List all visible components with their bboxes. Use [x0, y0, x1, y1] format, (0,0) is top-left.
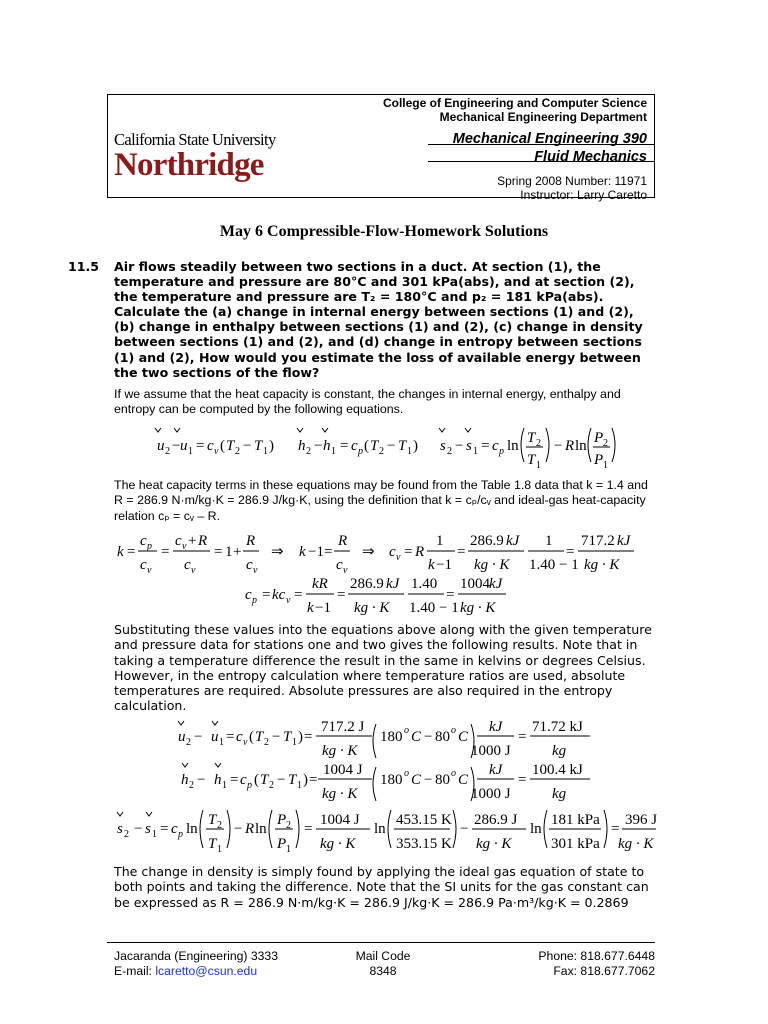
- svg-text:s: s: [466, 438, 472, 454]
- enthalpy-result: [181, 762, 590, 802]
- svg-text:=: =: [304, 821, 313, 837]
- problem-line: between sections (1) and (2), and (d) change in entropy between sections: [114, 334, 642, 350]
- svg-text:−: −: [234, 821, 243, 837]
- svg-text:p: p: [358, 446, 363, 457]
- svg-text:v: v: [191, 565, 196, 576]
- svg-text:=: =: [294, 587, 303, 603]
- svg-text:R: R: [565, 438, 575, 454]
- problem-line: (b) change in enthalpy between sections (1) and (2), (c) change in density: [114, 319, 643, 335]
- eq-k-minus-one: 1.40 − 1: [529, 557, 579, 573]
- footer-contact: [538, 949, 655, 978]
- mail-code-label: Mail Code: [355, 949, 411, 963]
- problem-line: Calculate the (a) change in internal energy between sections (1) and (2),: [114, 304, 634, 320]
- svg-text:v: v: [214, 446, 219, 457]
- svg-text:1: 1: [188, 446, 193, 457]
- eq-ds-result: 396 J: [625, 812, 658, 828]
- svg-text:−1: −1: [315, 600, 331, 616]
- svg-text:s: s: [117, 821, 123, 837]
- eq-unit: kJ: [617, 533, 631, 549]
- svg-text:1: 1: [536, 460, 541, 471]
- svg-text:2: 2: [189, 780, 194, 791]
- eq-k-minus-one: 1.40 − 1: [409, 600, 459, 616]
- text-line: relation cₚ = cᵥ – R.: [114, 508, 221, 523]
- text-line: If we assume that the heat capacity is constant, the changes in internal energy, enthalpy and: [114, 387, 621, 401]
- svg-text:2: 2: [186, 737, 191, 748]
- svg-text:C: C: [458, 772, 469, 788]
- svg-text:−: −: [424, 729, 433, 745]
- eq-unit: kJ: [489, 762, 503, 778]
- svg-text:o: o: [451, 768, 456, 779]
- course-info: [383, 95, 647, 202]
- svg-text:o: o: [404, 768, 409, 779]
- svg-text:c: c: [351, 438, 358, 454]
- footer-divider: [107, 942, 655, 943]
- paragraph-heat-capacity: [114, 478, 648, 524]
- svg-text:−: −: [424, 772, 433, 788]
- svg-text:C: C: [458, 729, 469, 745]
- svg-text:(: (: [364, 438, 369, 454]
- eq-1000J: 1000 J: [471, 786, 511, 802]
- svg-text:2: 2: [286, 820, 291, 831]
- problem-statement: [114, 259, 643, 380]
- svg-text:(: (: [254, 772, 259, 788]
- svg-text:⇒: ⇒: [271, 544, 284, 560]
- svg-text:v: v: [243, 737, 248, 748]
- svg-text:u: u: [180, 438, 188, 454]
- paragraph-density: [114, 864, 649, 910]
- college-name: College of Engineering and Computer Science: [382, 96, 647, 110]
- svg-text:1: 1: [407, 446, 412, 457]
- svg-text:c: c: [175, 533, 182, 549]
- cp-equation: [245, 576, 506, 616]
- text-line: calculation.: [114, 698, 187, 714]
- svg-text:2: 2: [264, 737, 269, 748]
- svg-text:p: p: [252, 595, 257, 606]
- svg-text:v: v: [253, 565, 258, 576]
- svg-text:o: o: [404, 725, 409, 736]
- svg-text:c: c: [389, 544, 396, 560]
- office-address: Jacaranda (Engineering) 3333: [114, 949, 278, 963]
- eq-unit: kg · K: [474, 557, 510, 573]
- svg-text:): ): [269, 438, 274, 454]
- svg-text:R: R: [415, 544, 425, 560]
- svg-text:1: 1: [297, 780, 302, 791]
- svg-text:1: 1: [286, 844, 291, 855]
- term-number: Spring 2008 Number: 11971: [497, 174, 647, 188]
- problem-line: the temperature and pressure are T₂ = 180°C and p₂ = 181 kPa(abs).: [114, 289, 604, 305]
- svg-text:ln: ln: [507, 438, 519, 454]
- svg-text:R: R: [245, 821, 255, 837]
- eq-T1-C: 80: [435, 729, 450, 745]
- university-logo: [114, 131, 278, 181]
- svg-text:−: −: [455, 438, 464, 454]
- mail-code: 8348: [369, 963, 397, 978]
- svg-text:−1=: −1=: [308, 544, 333, 560]
- svg-text:1: 1: [292, 737, 297, 748]
- svg-text:ln: ln: [374, 821, 386, 837]
- problem-number: 11.5: [68, 259, 100, 274]
- svg-text:=: =: [161, 544, 170, 560]
- svg-text:1: 1: [545, 533, 553, 549]
- eq-unit: kg · K: [584, 557, 620, 573]
- svg-text:=: =: [337, 587, 346, 603]
- eq-unit: kg: [552, 743, 567, 759]
- svg-text:=: =: [611, 821, 620, 837]
- eq-dh-result: 100.4 kJ: [532, 762, 583, 778]
- svg-text:+: +: [188, 533, 197, 549]
- svg-text:1: 1: [222, 780, 227, 791]
- svg-text:−: −: [387, 438, 396, 454]
- problem-line: temperature and pressure are 80°C and 301 kPa(abs), and at section (2),: [114, 274, 635, 290]
- eq-unit: kg · K: [618, 836, 654, 852]
- svg-text:−: −: [554, 438, 563, 454]
- svg-text:=: =: [230, 772, 239, 788]
- svg-text:u: u: [211, 729, 219, 745]
- svg-text:ln: ln: [255, 821, 267, 837]
- svg-text:c: c: [184, 557, 191, 573]
- paragraph-substitution: [114, 622, 652, 714]
- text-line: Substituting these values into the equations above along with the given temperature: [114, 622, 652, 637]
- svg-text:T: T: [208, 836, 217, 852]
- svg-text:h: h: [298, 438, 306, 454]
- svg-text:c: c: [171, 821, 178, 837]
- svg-text:ln: ln: [575, 438, 587, 454]
- page-title: May 6 Compressible-Flow-Homework Solutions: [219, 223, 549, 240]
- svg-text:(: (: [220, 438, 225, 454]
- text-line: R = 286.9 N·m/kg·K = 286.9 J/kg·K, using the definition that k = cₚ/cᵥ and ideal-gas heat-capacity: [114, 493, 646, 508]
- eq-k-value: 1.40: [411, 576, 438, 592]
- eq-du-result: 71.72 kJ: [532, 719, 583, 735]
- svg-text:ln: ln: [186, 821, 198, 837]
- svg-text:−: −: [460, 821, 469, 837]
- svg-text:=: =: [481, 438, 490, 454]
- svg-text:o: o: [451, 725, 456, 736]
- svg-text:T: T: [226, 438, 235, 454]
- instructor: Instructor: Larry Caretto: [520, 188, 647, 202]
- svg-text:P: P: [277, 836, 287, 852]
- basic-equations: [157, 428, 615, 471]
- eq-cp-value: 1004: [460, 576, 490, 592]
- svg-text:−: −: [197, 772, 206, 788]
- svg-text:1: 1: [217, 844, 222, 855]
- svg-text:1: 1: [331, 446, 336, 457]
- eq-T2-K: 453.15 K: [396, 812, 452, 828]
- svg-text:T: T: [255, 729, 264, 745]
- svg-text:k: k: [428, 557, 435, 573]
- footer-mail-code: [320, 949, 446, 978]
- svg-text:2: 2: [165, 446, 170, 457]
- eq-unit: kJ: [386, 576, 400, 592]
- svg-text:T: T: [398, 438, 407, 454]
- svg-text:v: v: [147, 565, 152, 576]
- svg-text:1: 1: [263, 446, 268, 457]
- svg-text:=: =: [518, 729, 527, 745]
- svg-text:1: 1: [225, 544, 233, 560]
- svg-text:u: u: [178, 729, 186, 745]
- eq-T1-C: 80: [435, 772, 450, 788]
- svg-text:T: T: [527, 452, 536, 468]
- svg-text:1: 1: [219, 737, 224, 748]
- course-name: Fluid Mechanics: [534, 149, 647, 165]
- svg-text:−: −: [314, 438, 323, 454]
- svg-text:1: 1: [473, 446, 478, 457]
- letterhead-box: [107, 94, 655, 202]
- svg-text:k: k: [307, 600, 314, 616]
- svg-text:c: c: [245, 587, 252, 603]
- phone-number: Phone: 818.677.6448: [538, 949, 655, 963]
- svg-text:1: 1: [152, 829, 157, 840]
- svg-text:(: (: [249, 729, 254, 745]
- svg-text:1: 1: [603, 460, 608, 471]
- svg-text:2: 2: [536, 438, 541, 449]
- email-link[interactable]: lcaretto@csun.edu: [155, 963, 258, 978]
- eq-unit: kg · K: [320, 836, 356, 852]
- eq-cv-J: 717.2 J: [321, 719, 365, 735]
- eq-R-value: 286.9: [350, 576, 384, 592]
- eq-cv-value: 717.2: [581, 533, 615, 549]
- svg-text:−: −: [243, 438, 252, 454]
- svg-text:=: =: [160, 821, 169, 837]
- svg-text:v: v: [343, 565, 348, 576]
- svg-text:R: R: [246, 533, 256, 549]
- svg-text:−1: −1: [436, 557, 452, 573]
- svg-text:p: p: [499, 446, 504, 457]
- email-label: E-mail:: [114, 963, 156, 978]
- course-number: Mechanical Engineering 390: [452, 131, 647, 147]
- svg-text:T: T: [288, 772, 297, 788]
- svg-text:2: 2: [603, 438, 608, 449]
- svg-text:=: =: [446, 587, 455, 603]
- text-line: be expressed as R = 286.9 N·m/kg·K = 286.9 J/kg·K = 286.9 Pa·m³/kg·K = 0.2869: [114, 894, 629, 910]
- fax-number: Fax: 818.677.7062: [553, 963, 655, 978]
- svg-text:): ): [303, 772, 308, 788]
- svg-text:=: =: [304, 729, 313, 745]
- svg-text:2: 2: [269, 780, 274, 791]
- text-line: The change in density is simply found by applying the ideal gas equation of state to: [114, 864, 645, 879]
- svg-text:−: −: [134, 821, 143, 837]
- svg-text:⇒: ⇒: [362, 544, 375, 560]
- svg-text:+: +: [233, 544, 242, 560]
- svg-text:u: u: [157, 438, 165, 454]
- eq-T2-C: 180: [380, 772, 403, 788]
- svg-text:v: v: [286, 595, 291, 606]
- text-line: temperatures are required. Absolute pressures are also required in the entropy: [114, 683, 613, 699]
- eq-unit: kJ: [489, 719, 503, 735]
- eq-unit: kJ: [506, 533, 520, 549]
- svg-text:p: p: [178, 829, 183, 840]
- svg-text:2: 2: [124, 829, 129, 840]
- svg-text:T: T: [370, 438, 379, 454]
- svg-text:−: −: [272, 729, 281, 745]
- text-line: taking a temperature difference the result in the same in kelvins or degrees Celsius.: [114, 652, 646, 668]
- svg-text:): ): [413, 438, 418, 454]
- text-line: However, in the entropy calculation where temperature ratios are used, absolute: [114, 667, 626, 683]
- svg-text:−: −: [172, 438, 181, 454]
- footer-address: [114, 949, 278, 978]
- text-line: entropy can be computed by the following equations.: [114, 402, 404, 417]
- svg-text:2: 2: [447, 446, 452, 457]
- svg-text:v: v: [396, 552, 401, 563]
- problem-line: the two sections of the flow?: [114, 364, 320, 380]
- eq-cp-J: 1004 J: [320, 812, 360, 828]
- svg-text:h: h: [214, 772, 222, 788]
- svg-text:=: =: [214, 544, 223, 560]
- svg-text:=: =: [457, 544, 466, 560]
- svg-text:−: −: [277, 772, 286, 788]
- svg-text:P: P: [277, 812, 287, 828]
- eq-unit: kg · K: [322, 786, 358, 802]
- svg-text:2: 2: [379, 446, 384, 457]
- svg-text:c: c: [236, 729, 243, 745]
- eq-R-J: 286.9 J: [474, 812, 518, 828]
- text-line: both points and taking the difference. Note that the SI units for the gas constant can: [114, 879, 649, 895]
- svg-text:p: p: [247, 780, 252, 791]
- eq-unit: kg: [552, 786, 567, 802]
- eq-cp-J: 1004 J: [323, 762, 363, 778]
- svg-text:s: s: [440, 438, 446, 454]
- text-line: and pressure data for stations one and two gives the following results. Note that in: [114, 637, 638, 653]
- logo-university-name: California State University: [114, 130, 276, 149]
- eq-R-value: 286.9: [470, 533, 504, 549]
- svg-text:T: T: [260, 772, 269, 788]
- svg-text:=: =: [518, 772, 527, 788]
- svg-text:=: =: [196, 438, 205, 454]
- svg-text:=: =: [127, 544, 136, 560]
- svg-text:T: T: [208, 812, 217, 828]
- svg-text:−: −: [194, 729, 203, 745]
- eq-1000J: 1000 J: [471, 743, 511, 759]
- svg-text:2: 2: [217, 820, 222, 831]
- eq-unit: kJ: [489, 576, 503, 592]
- svg-text:P: P: [594, 452, 604, 468]
- text-line: The heat capacity terms in these equations may be found from the Table 1.8 data that k = 1.4 and: [114, 478, 648, 492]
- svg-text:T: T: [283, 729, 292, 745]
- problem-line: (1) and (2), How would you estimate the loss of available energy between: [114, 349, 641, 365]
- svg-text:kc: kc: [272, 587, 286, 603]
- svg-text:v: v: [182, 541, 187, 552]
- svg-text:k: k: [117, 544, 124, 560]
- svg-text:c: c: [336, 557, 343, 573]
- svg-text:C: C: [411, 729, 422, 745]
- eq-T2-C: 180: [380, 729, 403, 745]
- svg-text:2: 2: [235, 446, 240, 457]
- svg-text:=: =: [226, 729, 235, 745]
- svg-text:h: h: [323, 438, 331, 454]
- svg-text:2: 2: [306, 446, 311, 457]
- entropy-result: [117, 810, 657, 855]
- svg-text:=: =: [566, 544, 575, 560]
- svg-text:=: =: [262, 587, 271, 603]
- svg-text:1: 1: [436, 533, 444, 549]
- svg-text:c: c: [140, 557, 147, 573]
- svg-text:=: =: [404, 544, 413, 560]
- svg-text:c: c: [246, 557, 253, 573]
- svg-text:ln: ln: [530, 821, 542, 837]
- eq-T1-K: 353.15 K: [396, 836, 452, 852]
- eq-unit: kg · K: [354, 600, 390, 616]
- svg-text:P: P: [594, 430, 604, 446]
- svg-text:=: =: [340, 438, 349, 454]
- svg-text:c: c: [140, 533, 147, 549]
- svg-text:s: s: [145, 821, 151, 837]
- eq-P2-kPa: 181 kPa: [551, 812, 600, 828]
- svg-text:=: =: [309, 772, 318, 788]
- svg-text:h: h: [181, 772, 189, 788]
- svg-text:): ): [298, 729, 303, 745]
- eq-unit: kg · K: [460, 600, 496, 616]
- svg-text:kR: kR: [312, 576, 328, 592]
- svg-text:c: c: [207, 438, 214, 454]
- svg-text:R: R: [198, 533, 208, 549]
- logo-campus-name: Northridge: [114, 147, 264, 183]
- svg-text:T: T: [527, 430, 536, 446]
- internal-energy-result: [178, 719, 590, 759]
- svg-text:c: c: [492, 438, 499, 454]
- paragraph-intro: [114, 387, 621, 418]
- eq-unit: kg · K: [322, 743, 358, 759]
- k-definition-equation: [117, 533, 634, 576]
- email-line: [114, 964, 278, 979]
- svg-text:R: R: [338, 533, 348, 549]
- eq-P1-kPa: 301 kPa: [551, 836, 600, 852]
- svg-text:c: c: [240, 772, 247, 788]
- department-name: Mechanical Engineering Department: [439, 110, 647, 124]
- svg-text:p: p: [147, 541, 152, 552]
- svg-text:C: C: [411, 772, 422, 788]
- svg-text:T: T: [254, 438, 263, 454]
- svg-text:k: k: [299, 544, 306, 560]
- problem-line: Air flows steadily between two sections in a duct. At section (1), the: [114, 259, 601, 274]
- eq-unit: kg · K: [476, 836, 512, 852]
